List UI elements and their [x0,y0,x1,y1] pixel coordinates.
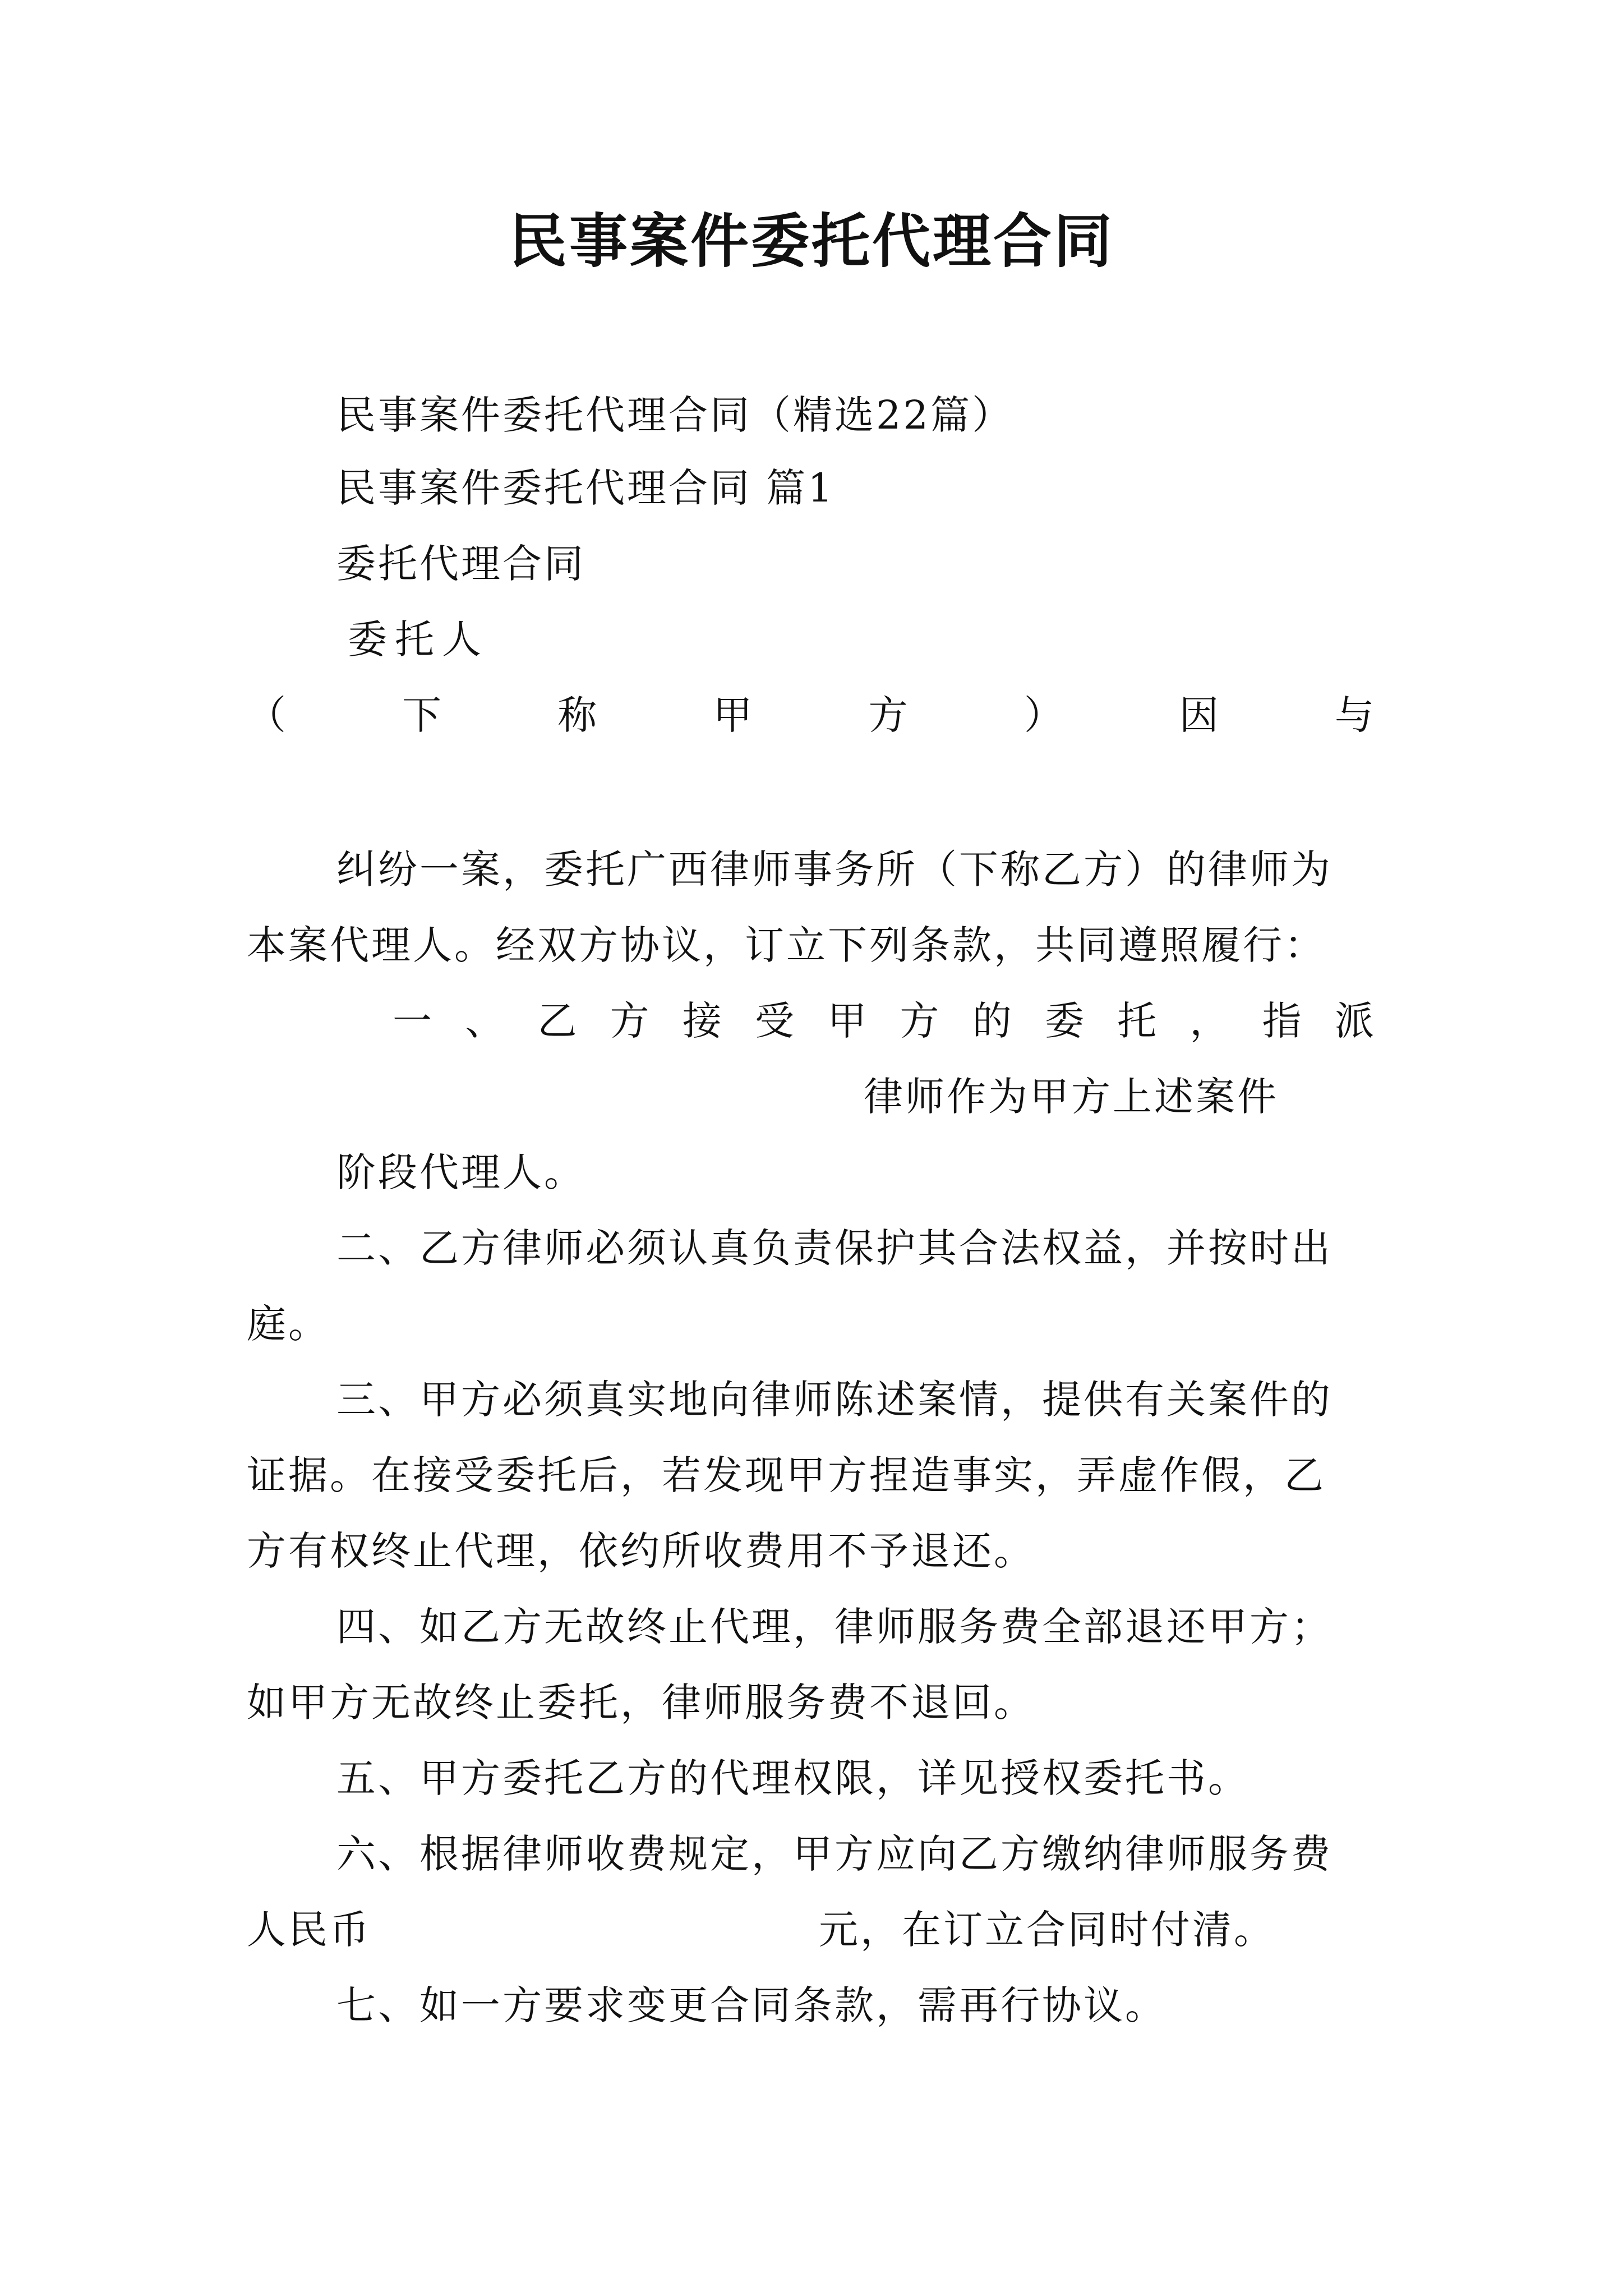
clause-char: 方 [900,998,939,1044]
subtitle-line: 民事案件委托代理合同（精选22篇） [336,392,1014,438]
paragraph-line: 方有权终止代理，依约所收费用不予退还。 [247,1528,1035,1574]
party-char: 甲 [713,692,753,738]
party-char: 方 [868,692,908,738]
party-char: 称 [557,692,597,738]
clause-char: 、 [465,998,505,1044]
paragraph-line: 人民币 [247,1907,371,1953]
paragraph-line: 证据。在接受委托后，若发现甲方捏造事实，弄虚作假，乙 [247,1452,1326,1498]
paragraph-line: 本案代理人。经双方协议，订立下列条款，共同遵照履行： [247,922,1326,968]
paragraph-line: 庭。 [247,1301,330,1347]
paragraph-line: 元，在订立合同时付清。 [819,1907,1275,1953]
paragraph-line: 如甲方无故终止委托，律师服务费不退回。 [247,1680,1035,1726]
paragraph-line: 七、如一方要求变更合同条款，需再行协议。 [336,1982,1166,2028]
party-char: 因 [1179,692,1219,738]
clause-char: 派 [1334,998,1374,1044]
paragraph-line: 律师作为甲方上述案件 [864,1074,1279,1120]
section-heading: 民事案件委托代理合同 篇1 [336,465,835,511]
document-title: 民事案件委托代理合同 [508,207,1114,275]
paragraph-line: 六、根据律师收费规定，甲方应向乙方缴纳律师服务费 [336,1831,1332,1877]
clause-char: 指 [1262,998,1302,1044]
contract-heading: 委托代理合同 [336,541,585,587]
paragraph-line: 三、甲方必须真实地向律师陈述案情，提供有关案件的 [336,1377,1332,1423]
clause-char: 接 [682,998,722,1044]
clause-char: 甲 [827,998,867,1044]
party-char: 下 [402,692,442,738]
party-char: （ [247,692,286,738]
clause-one-line [393,993,1374,1049]
paragraph-line: 五、甲方委托乙方的代理权限，详见授权委托书。 [336,1755,1249,1801]
paragraph-line: 二、乙方律师必须认真负责保护其合法权益，并按时出 [336,1225,1332,1271]
clause-char: 受 [755,998,795,1044]
clause-char: 托 [1117,998,1157,1044]
paragraph-line: 纠纷一案，委托广西律师事务所（下称乙方）的律师为 [336,846,1332,892]
clause-char: 的 [972,998,1012,1044]
party-line [247,687,1374,743]
clause-char: 委 [1044,998,1084,1044]
clause-char: 乙 [537,998,577,1044]
paragraph-line: 阶段代理人。 [336,1149,585,1195]
principal-label: 委托人 [348,616,489,662]
paragraph-line: 四、如乙方无故终止代理，律师服务费全部退还甲方； [336,1604,1332,1650]
party-char: 与 [1334,692,1374,738]
party-char: ） [1023,692,1063,738]
clause-char: 一 [393,998,432,1044]
clause-char: ， [1189,998,1229,1044]
clause-char: 方 [610,998,649,1044]
